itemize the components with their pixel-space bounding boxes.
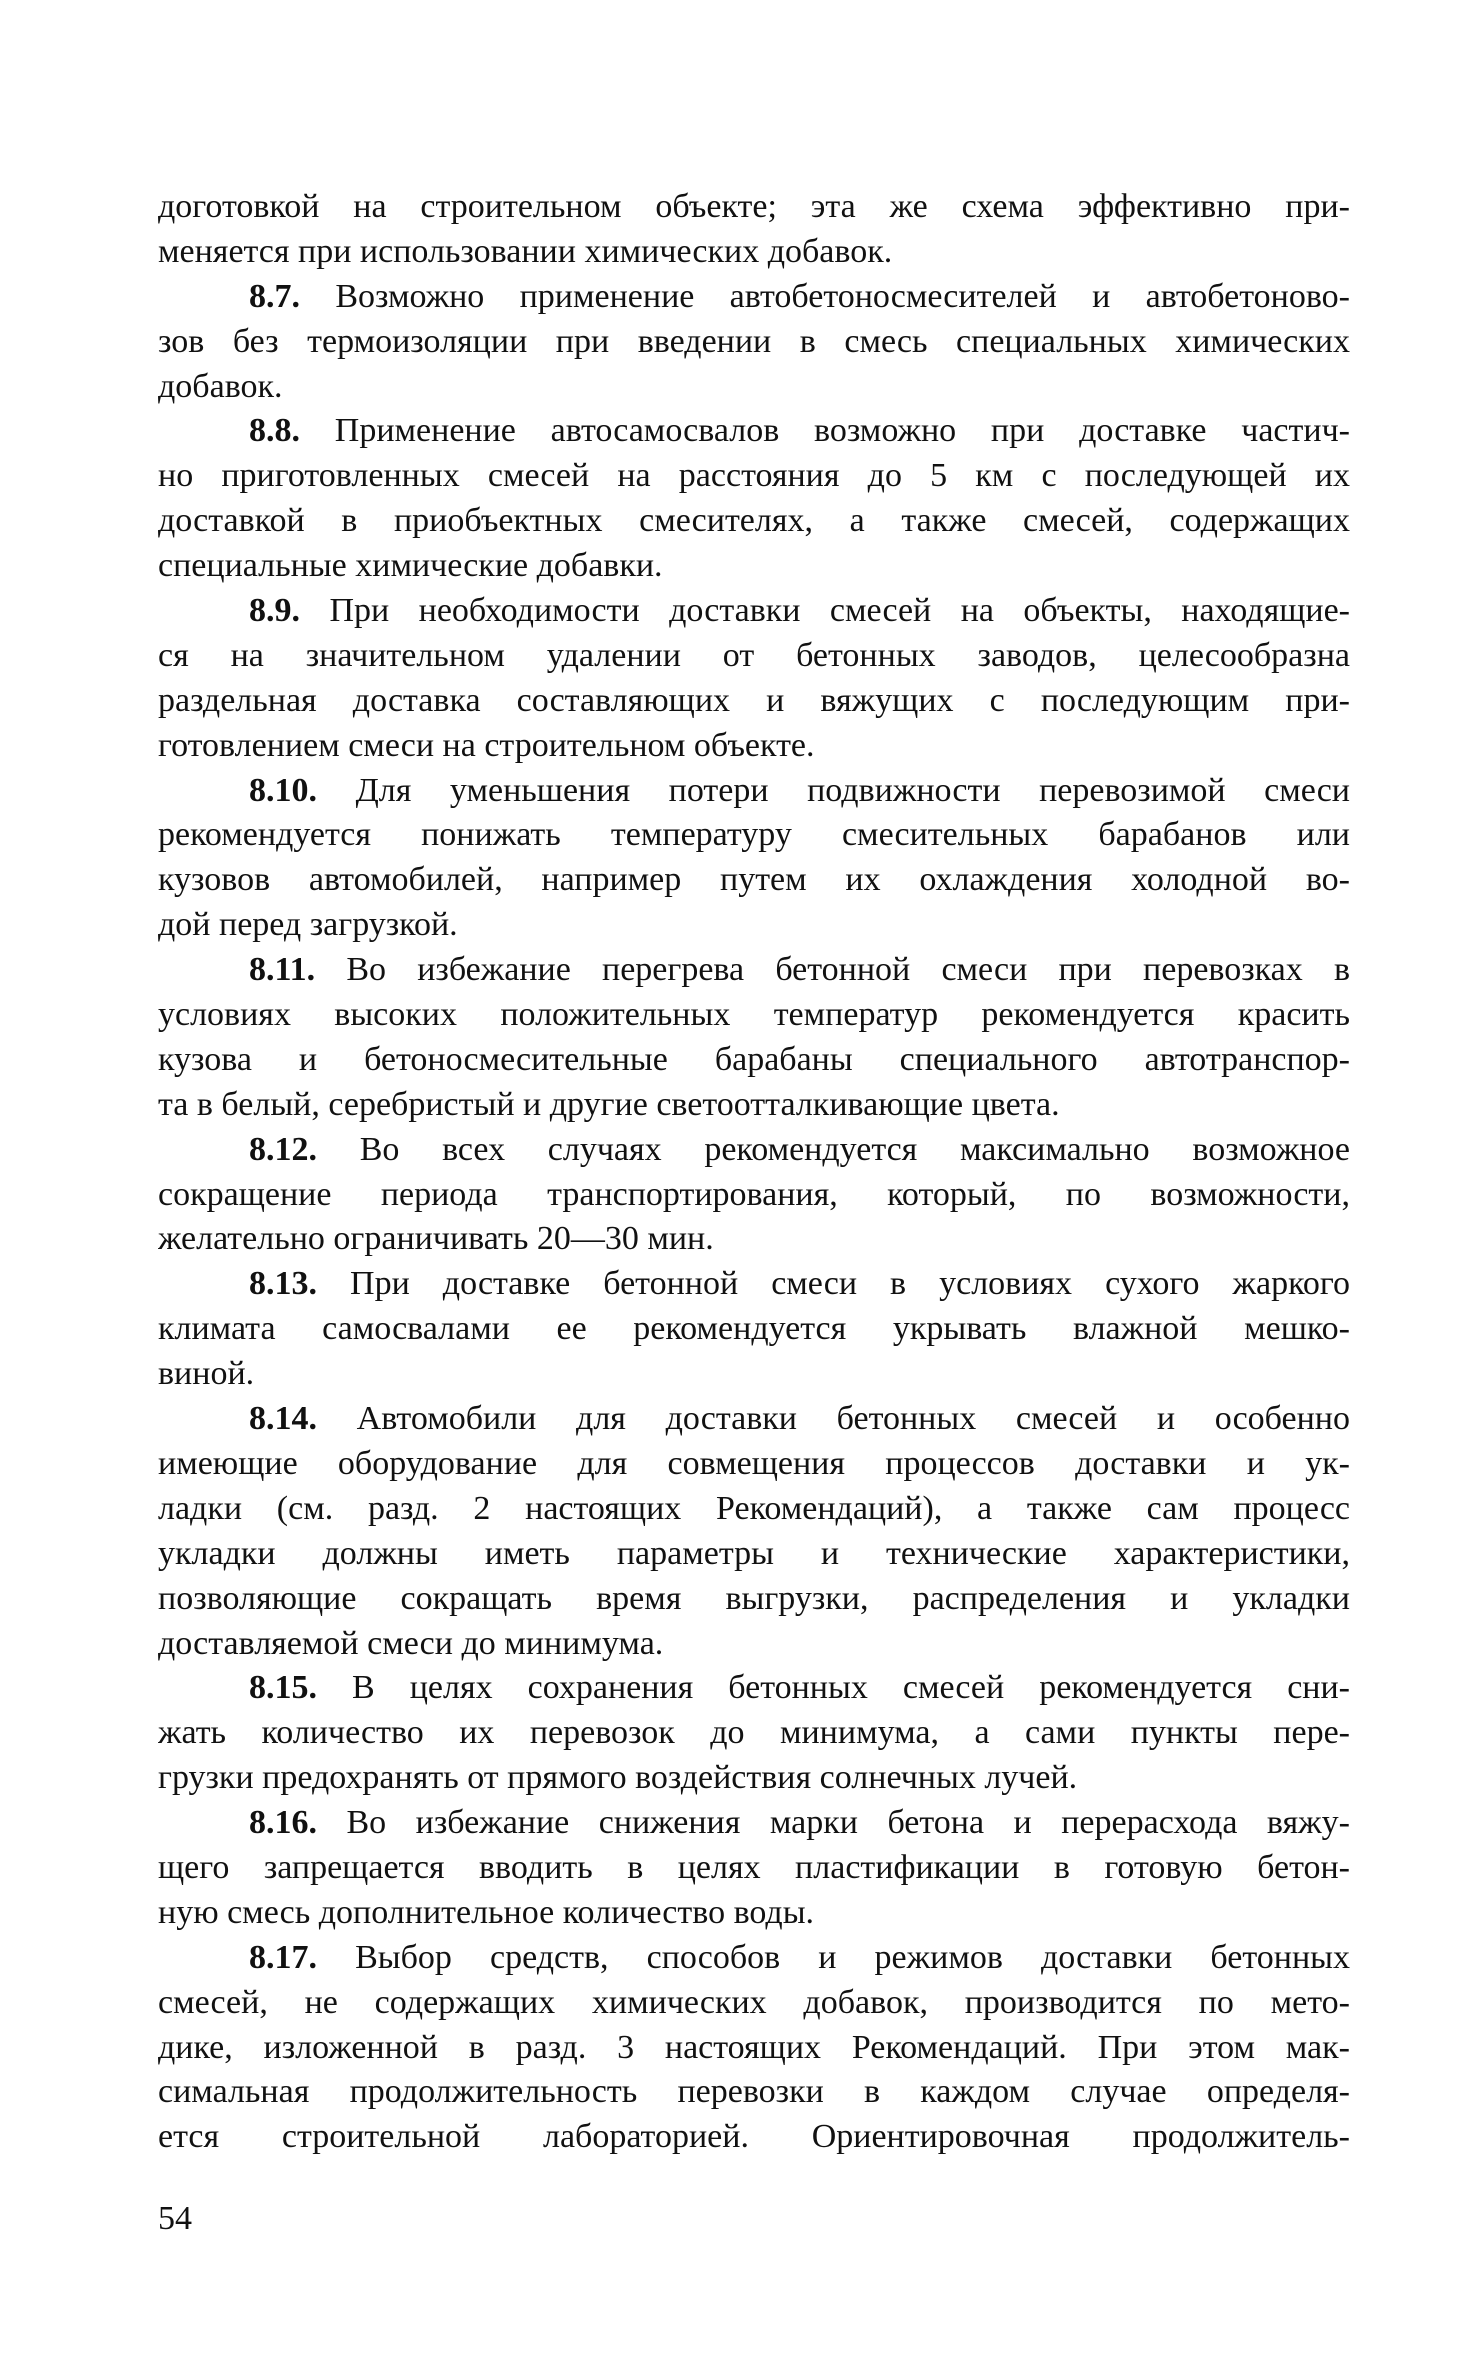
section-number: 8.13. [249,1265,317,1303]
paragraph [158,1801,1350,1936]
text-line [158,1173,1350,1218]
line-text: жать количество их перевозок до минимума, а сами пункты пере- [158,1714,1350,1752]
line-text: ную смесь дополнительное количество воды. [158,1893,815,1931]
text-line [158,1442,1350,1487]
paragraph [158,275,1350,410]
line-text: Для уменьшения потери подвижности перевозимой смеси [355,771,1350,809]
text-line [158,769,1350,814]
page-number: 54 [158,2200,192,2237]
line-text: Во избежание снижения марки бетона и перерасхода вяжу- [346,1804,1350,1842]
text-line [158,2070,1350,2115]
section-number: 8.14. [249,1400,317,1438]
paragraph [158,1397,1350,1666]
paragraph [158,589,1350,769]
text-line [158,1711,1350,1756]
line-text: сокращение периода транспортирования, который, по возможности, [158,1175,1350,1213]
line-text: специальные химические добавки. [158,547,663,585]
line-text: климата самосвалами ее рекомендуется укрывать влажной мешко- [158,1310,1350,1348]
line-text: имеющие оборудование для совмещения процессов доставки и ук- [158,1444,1350,1482]
section-number: 8.11. [249,951,316,989]
line-text: условиях высоких положительных температур рекомендуется красить [158,996,1350,1034]
text-line [158,1217,1350,1262]
text-line [158,320,1350,365]
text-line [158,1801,1350,1846]
section-number: 8.9. [249,592,300,630]
text-line [158,2115,1350,2160]
line-text: меняется при использовании химических добавок. [158,232,893,270]
line-text: Возможно применение автобетоносмесителей и автобетоново- [335,277,1350,315]
body-text [158,185,1350,2160]
line-text: Во избежание перегрева бетонной смеси при перевозках в [346,951,1350,989]
paragraph [158,1128,1350,1263]
text-line [158,230,1350,275]
line-text: укладки должны иметь параметры и технические характеристики, [158,1534,1350,1572]
line-text: кузова и бетоносмесительные барабаны специального автотранспор- [158,1040,1350,1078]
line-text: смесей, не содержащих химических добавок, производится по мето- [158,1983,1350,2021]
text-line [158,1981,1350,2026]
line-text: готовлением смеси на строительном объекте. [158,726,815,764]
text-line [158,634,1350,679]
line-text: грузки предохранять от прямого воздействия солнечных лучей. [158,1759,1078,1797]
line-text: но приготовленных смесей на расстояния до 5 км с последующей их [158,457,1350,495]
line-text: дике, изложенной в разд. 3 настоящих Рекомендаций. При этом мак- [158,2028,1350,2066]
text-line [158,858,1350,903]
section-number: 8.16. [249,1804,317,1842]
paragraph [158,948,1350,1128]
line-text: Выбор средств, способов и режимов доставки бетонных [355,1938,1350,1976]
line-text: Автомобили для доставки бетонных смесей и особенно [356,1400,1350,1438]
text-line [158,679,1350,724]
line-text: При доставке бетонной смеси в условиях сухого жаркого [350,1265,1350,1303]
text-line [158,1756,1350,1801]
text-line [158,1577,1350,1622]
line-text: В целях сохранения бетонных смесей рекомендуется сни- [352,1669,1350,1707]
paragraph [158,185,1350,275]
line-text: доставкой в приобъектных смесителях, а также смесей, содержащих [158,502,1350,540]
line-text: Во всех случаях рекомендуется максимально возможное [359,1130,1350,1168]
line-text: желательно ограничивать 20—30 мин. [158,1220,714,1258]
section-number: 8.17. [249,1938,317,1976]
text-line [158,948,1350,993]
paragraph [158,769,1350,949]
line-text: добавок. [158,367,283,405]
paragraph [158,1262,1350,1397]
line-text: кузовов автомобилей, например путем их охлаждения холодной во- [158,861,1350,899]
text-line [158,454,1350,499]
text-line [158,589,1350,634]
section-number: 8.8. [249,412,300,450]
text-line [158,993,1350,1038]
line-text: позволяющие сокращать время выгрузки, распределения и укладки [158,1579,1350,1617]
line-text: доготовкой на строительном объекте; эта же схема эффективно при- [158,188,1350,225]
section-number: 8.12. [249,1130,317,1168]
text-line [158,1532,1350,1577]
text-line [158,2026,1350,2071]
line-text: При необходимости доставки смесей на объекты, находящие- [329,592,1350,630]
line-text: зов без термоизоляции при введении в смесь специальных химических [158,322,1350,360]
text-line [158,1666,1350,1711]
paragraph [158,409,1350,589]
line-text: раздельная доставка составляющих и вяжущих с последующим при- [158,681,1350,719]
line-text: ладки (см. разд. 2 настоящих Рекомендаций), а также сам процесс [158,1489,1350,1527]
text-line [158,1397,1350,1442]
text-line [158,365,1350,410]
text-line [158,1038,1350,1083]
paragraph [158,1666,1350,1801]
line-text: дой перед загрузкой. [158,906,458,944]
text-line [158,1891,1350,1936]
text-line [158,499,1350,544]
text-line [158,185,1350,230]
section-number: 8.15. [249,1669,317,1707]
line-text: ется строительной лабораторией. Ориентировочная продолжитель- [158,2118,1350,2156]
line-text: доставляемой смеси до минимума. [158,1624,664,1662]
text-line [158,1487,1350,1532]
text-line [158,724,1350,769]
text-line [158,1128,1350,1173]
text-line [158,1846,1350,1891]
section-number: 8.10. [249,771,317,809]
text-line [158,1622,1350,1667]
text-line [158,813,1350,858]
line-text: та в белый, серебристый и другие светоотталкивающие цвета. [158,1085,1060,1123]
text-line [158,1936,1350,1981]
line-text: ся на значительном удалении от бетонных заводов, целесообразна [158,636,1350,674]
text-line [158,1083,1350,1128]
line-text: симальная продолжительность перевозки в каждом случае определя- [158,2073,1350,2111]
line-text: Применение автосамосвалов возможно при доставке частич- [334,412,1350,450]
text-line [158,1262,1350,1307]
paragraph [158,1936,1350,2160]
line-text: рекомендуется понижать температуру смесительных барабанов или [158,816,1350,854]
line-text: виной. [158,1355,255,1393]
section-number: 8.7. [249,277,300,315]
text-line [158,275,1350,320]
text-line [158,1307,1350,1352]
line-text: щего запрещается вводить в целях пластификации в готовую бетон- [158,1848,1350,1886]
text-line [158,409,1350,454]
text-line [158,903,1350,948]
text-line [158,1352,1350,1397]
text-line [158,544,1350,589]
